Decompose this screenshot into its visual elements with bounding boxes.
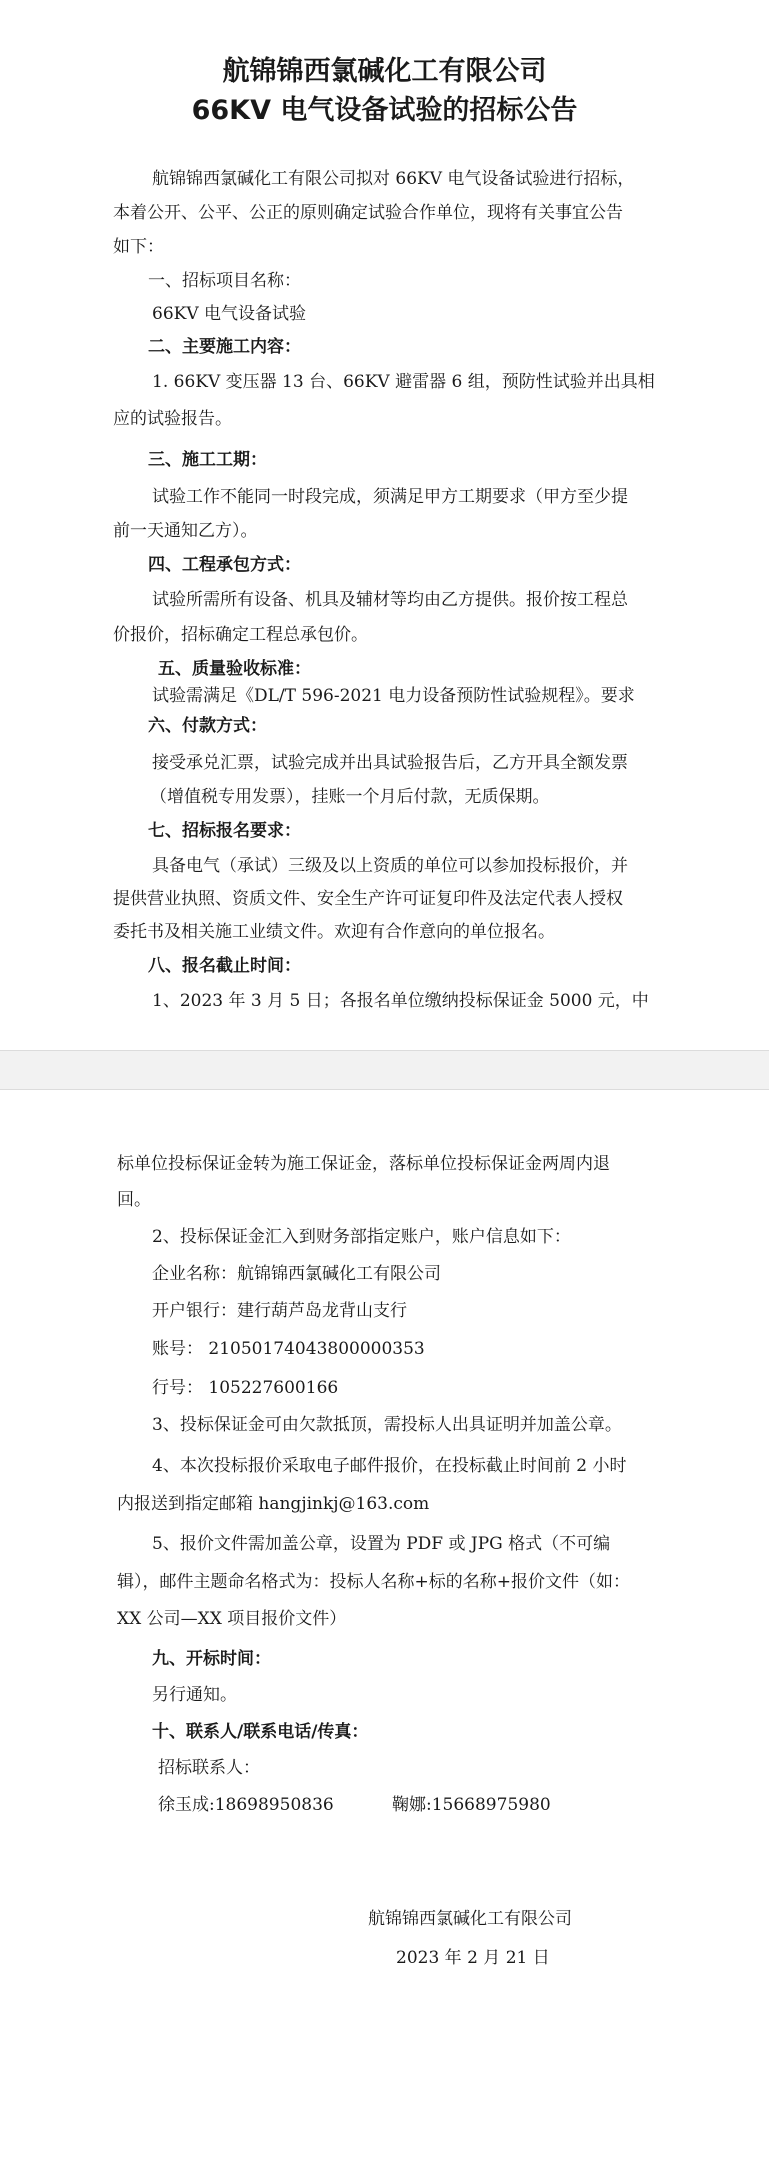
deposit-item-4-line-1: 4、本次投标报价采取电子邮件报价，在投标截止时间前 2 小时 <box>152 1456 627 1476</box>
document-page-2 <box>0 1090 769 2178</box>
contact-1: 徐玉成:18698950836 <box>158 1795 334 1815</box>
page-break <box>0 1050 769 1090</box>
section-9-text: 另行通知。 <box>152 1685 237 1705</box>
deposit-item-4-line-2: 内报送到指定邮箱 hangjinkj@163.com <box>117 1494 430 1514</box>
section-7-heading: 七、招标报名要求： <box>148 821 301 841</box>
section-5-text-1: 试验需满足《DL/T 596-2021 电力设备预防性试验规程》。要求 <box>152 686 635 706</box>
section-7-text-1: 具备电气（承试）三级及以上资质的单位可以参加投标报价，并 <box>152 856 628 876</box>
intro-line-1: 航锦锦西氯碱化工有限公司拟对 66KV 电气设备试验进行招标， <box>152 169 635 189</box>
section-6-heading: 六、付款方式： <box>148 716 267 736</box>
bank-number: 行号： 105227600166 <box>152 1378 339 1398</box>
section-8-text-1: 1、2023 年 3 月 5 日；各报名单位缴纳投标保证金 5000 元，中 <box>152 991 649 1011</box>
deposit-item-5-line-1: 5、报价文件需加盖公章，设置为 PDF 或 JPG 格式（不可编 <box>152 1534 611 1554</box>
account-number: 账号： 21050174043800000353 <box>152 1339 425 1359</box>
section-7-text-2: 提供营业执照、资质文件、安全生产许可证复印件及法定代表人授权 <box>113 889 623 909</box>
section-8-heading: 八、报名截止时间： <box>148 956 301 976</box>
section-2-text-2: 应的试验报告。 <box>113 409 232 429</box>
section-8-text-2: 标单位投标保证金转为施工保证金，落标单位投标保证金两周内退 <box>117 1154 610 1174</box>
contact-2: 鞠娜:15668975980 <box>392 1795 551 1815</box>
section-7-text-3: 委托书及相关施工业绩文件。欢迎有合作意向的单位报名。 <box>113 922 555 942</box>
deposit-item-5-line-3: XX 公司—XX 项目报价文件） <box>117 1609 347 1629</box>
contact-label: 招标联系人： <box>158 1758 260 1778</box>
section-3-text-1: 试验工作不能同一时段完成，须满足甲方工期要求（甲方至少提 <box>152 487 628 507</box>
intro-line-2: 本着公开、公平、公正的原则确定试验合作单位，现将有关事宜公告 <box>113 203 623 223</box>
account-company-name: 企业名称：航锦锦西氯碱化工有限公司 <box>152 1264 441 1284</box>
signature-company: 航锦锦西氯碱化工有限公司 <box>368 1909 572 1929</box>
section-8-text-3: 回。 <box>117 1190 151 1210</box>
intro-line-3: 如下： <box>113 237 164 257</box>
deposit-item-2: 2、投标保证金汇入到财务部指定账户，账户信息如下： <box>152 1227 571 1247</box>
section-3-heading: 三、施工工期： <box>148 450 267 470</box>
deposit-item-5-line-2: 辑），邮件主题命名格式为：投标人名称+标的名称+报价文件（如： <box>117 1572 630 1592</box>
section-4-text-2: 价报价，招标确定工程总承包价。 <box>113 625 368 645</box>
account-bank: 开户银行：建行葫芦岛龙背山支行 <box>152 1301 407 1321</box>
section-2-heading: 二、主要施工内容： <box>148 337 301 357</box>
document-page-1 <box>0 0 769 1050</box>
section-6-text-2: （增值税专用发票），挂账一个月后付款，无质保期。 <box>150 787 550 807</box>
section-2-text-1: 1. 66KV 变压器 13 台、66KV 避雷器 6 组，预防性试验并出具相 <box>152 372 655 392</box>
signature-date: 2023 年 2 月 21 日 <box>396 1948 550 1968</box>
document-subtitle: 66KV 电气设备试验的招标公告 <box>191 95 578 126</box>
section-3-text-2: 前一天通知乙方）。 <box>113 521 258 541</box>
section-4-text-1: 试验所需所有设备、机具及辅材等均由乙方提供。报价按工程总 <box>152 590 628 610</box>
section-1-text: 66KV 电气设备试验 <box>152 304 307 324</box>
section-10-heading: 十、联系人/联系电话/传真： <box>152 1722 369 1742</box>
section-5-heading: 五、质量验收标准： <box>158 659 311 679</box>
deposit-item-3: 3、投标保证金可由欠款抵顶，需投标人出具证明并加盖公章。 <box>152 1415 622 1435</box>
section-1-heading: 一、招标项目名称： <box>148 271 301 291</box>
section-6-text-1: 接受承兑汇票，试验完成并出具试验报告后，乙方开具全额发票 <box>152 753 628 773</box>
document-title: 航锦锦西氯碱化工有限公司 <box>222 56 547 87</box>
section-9-heading: 九、开标时间： <box>152 1649 271 1669</box>
section-4-heading: 四、工程承包方式： <box>148 555 301 575</box>
